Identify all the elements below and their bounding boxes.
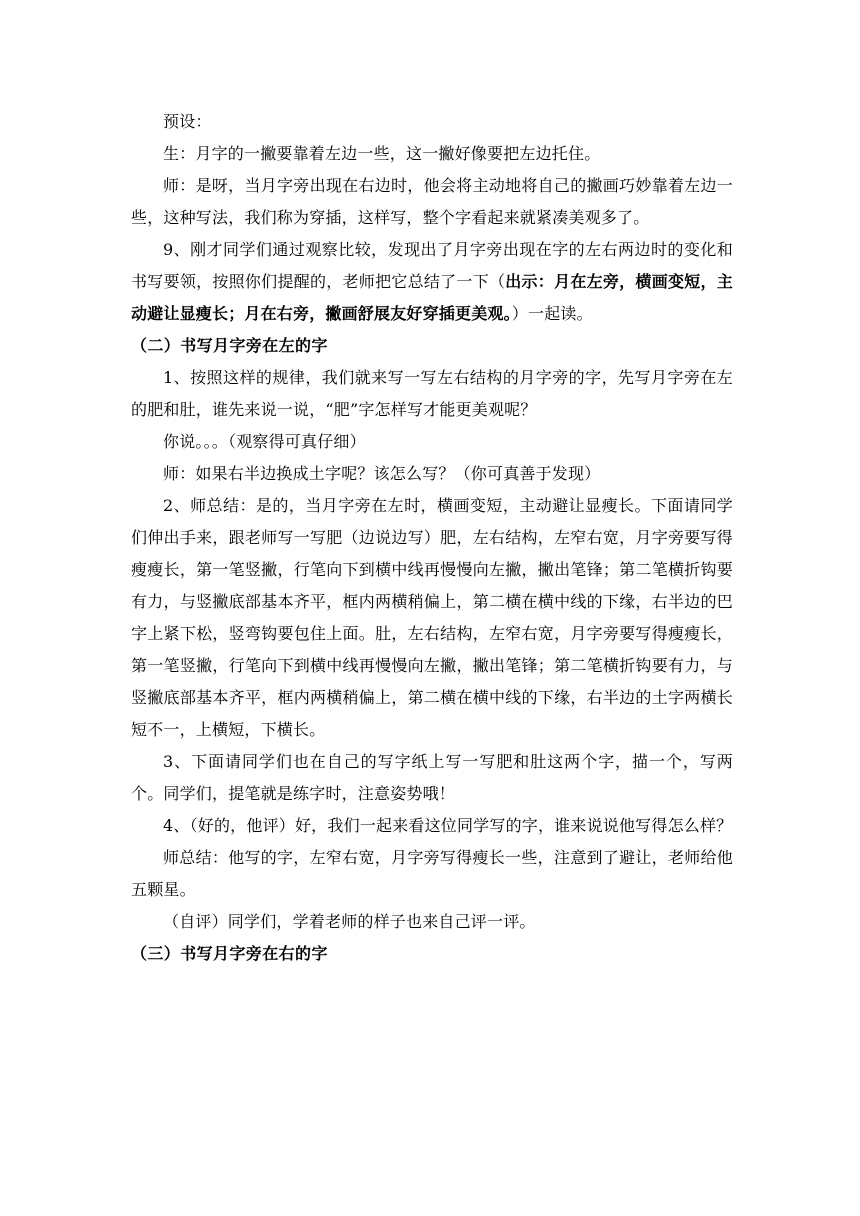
paragraph-self-evaluation: （自评）同学们，学着老师的样子也来自己评一评。: [163, 912, 536, 931]
paragraph-you-say: 你说。。。（观察得可真仔细）: [163, 432, 366, 451]
document-body: [131, 106, 733, 970]
paragraph-step-1: 1、按照这样的规律，我们就来写一写左右结构的月字旁的字，先写月字旁在左的肥和肚，谁先来说一说，“肥”字怎样写才能更美观呢？: [131, 368, 733, 419]
paragraph-step-3: 3、下面请同学们也在自己的写字纸上写一写肥和肚这两个字，描一个，写两个。同学们，提笔就是练字时，注意姿势哦！: [131, 752, 733, 803]
section-heading-3: （三）书写月字旁在右的字: [131, 944, 328, 963]
summary-rule-bold: 出示：月在左旁，横画变短，主动避让显瘦长；月在右旁，撇画舒展友好穿插更美观。: [131, 272, 733, 323]
paragraph-step-4: 4、（好的，他评）好，我们一起来看这位同学写的字，谁来说说他写得怎么样？: [163, 816, 733, 835]
summary-text-end: ）一起读。: [511, 304, 593, 323]
paragraph-teacher-summary: 师总结：他写的字，左窄右宽，月字旁写得瘦长一些，注意到了避让，老师给他五颗星。: [131, 848, 733, 899]
section-heading-2: （二）书写月字旁在左的字: [131, 336, 328, 355]
paragraph-summary: [131, 234, 733, 330]
paragraph-teacher-question: 师：如果右半边换成土字呢？该怎么写？（你可真善于发现）: [163, 464, 601, 483]
paragraph-step-2: 2、师总结：是的，当月字旁在左时，横画变短，主动避让显瘦长。下面请同学们伸出手来，跟老师写一写肥（边说边写）肥，左右结构，左窄右宽，月字旁要写得瘦瘦长，第一笔竖撇，行笔向下到横中线再慢慢向左撇，撇出笔锋；第二笔横折钩要有力，与竖撇底部基本齐平，框内两横稍偏上，第二横在横中线的下缘，右半边的巴字上紧下松，竖弯钩要包住上面。肚，左右结构，左窄右宽，月字旁要写得瘦瘦长，第一笔竖撇，行笔向下到横中线再慢慢向左撇，撇出笔锋；第二笔横折钩要有力，与竖撇底部基本齐平，框内两横稍偏上，第二横在横中线的下缘，右半边的土字两横长短不一，上横短，下横长。: [131, 496, 733, 739]
paragraph-preset: 预设：: [163, 112, 212, 131]
summary-text-intro: 9、刚才同学们通过观察比较，发现出了月字旁出现在字的左右两边时的变化和书写要领，按照你们提醒的，老师把它总结了一下（: [131, 240, 733, 291]
paragraph-student-answer: 生：月字的一撇要靠着左边一些，这一撇好像要把左边托住。: [163, 144, 601, 163]
paragraph-teacher-explanation: 师：是呀，当月字旁出现在右边时，他会将主动地将自己的撇画巧妙靠着左边一些，这种写法，我们称为穿插，这样写，整个字看起来就紧凑美观多了。: [131, 176, 733, 227]
